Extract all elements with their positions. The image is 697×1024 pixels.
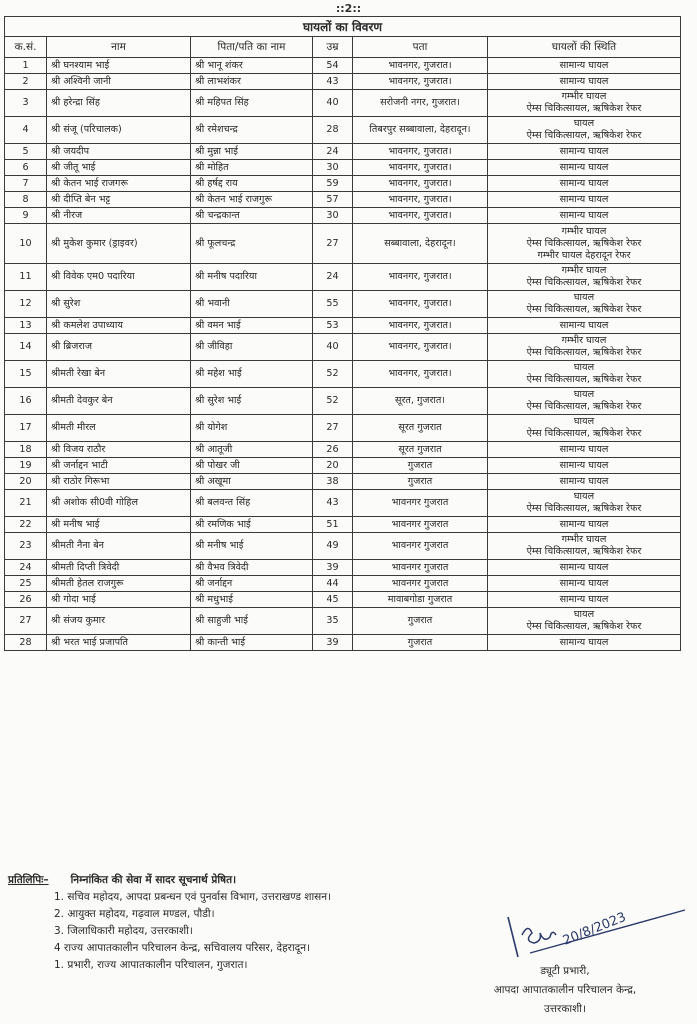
name-cell: श्री कमलेश उपाध्याय: [47, 318, 191, 334]
header-father-husband-name: पिता/पति का नाम: [191, 37, 313, 58]
age-cell: 27: [313, 415, 353, 442]
age-cell: 27: [313, 224, 353, 264]
age-cell: 30: [313, 208, 353, 224]
injury-status-cell: सामान्य घायल: [488, 442, 681, 458]
father-name-cell: श्री योगेश: [191, 415, 313, 442]
injury-status-cell: सामान्य घायल: [488, 635, 681, 651]
copy-to-item: 1. प्रभारी, राज्य आपातकालीन परिचालन, गुजरात।: [54, 959, 248, 971]
injury-status-cell: घायल ऐम्स चिकित्सायल, ऋषिकेश रेफर: [488, 608, 681, 635]
age-cell: 52: [313, 361, 353, 388]
father-name-cell: श्री भवानी: [191, 291, 313, 318]
injury-status-cell: गम्भीर घायल ऐम्स चिकित्सायल, ऋषिकेश रेफर: [488, 90, 681, 117]
name-cell: श्री ब्रिजराज: [47, 334, 191, 361]
serial-no-cell: 19: [5, 458, 47, 474]
father-name-cell: श्री लाभशंकर: [191, 74, 313, 90]
name-cell: श्रीमती मीरल: [47, 415, 191, 442]
age-cell: 44: [313, 576, 353, 592]
address-cell: सरोजनी नगर, गुजरात।: [353, 90, 488, 117]
name-cell: श्री हरेन्द्रा सिंह: [47, 90, 191, 117]
address-cell: सब्बावाला, देहरादून।: [353, 224, 488, 264]
table-row: [5, 608, 681, 635]
father-name-cell: श्री महिपत सिंह: [191, 90, 313, 117]
age-cell: 59: [313, 176, 353, 192]
injury-status-cell: सामान्य घायल: [488, 192, 681, 208]
injury-status-cell: सामान्य घायल: [488, 208, 681, 224]
injury-status-cell: सामान्य घायल: [488, 458, 681, 474]
age-cell: 54: [313, 58, 353, 74]
serial-no-cell: 22: [5, 517, 47, 533]
father-name-cell: श्री वैभव त्रिवेदी: [191, 560, 313, 576]
address-cell: सूरत, गुजरात।: [353, 388, 488, 415]
address-cell: भावनगर, गुजरात।: [353, 58, 488, 74]
copy-to-item: 2. आयुक्त महोदय, गढ़वाल मण्डल, पौडी।: [54, 908, 215, 920]
table-row: [5, 117, 681, 144]
father-name-cell: श्री पोखर जी: [191, 458, 313, 474]
table-row: [5, 415, 681, 442]
serial-no-cell: 18: [5, 442, 47, 458]
age-cell: 55: [313, 291, 353, 318]
father-name-cell: श्री वमन भाई: [191, 318, 313, 334]
age-cell: 35: [313, 608, 353, 635]
address-cell: भावनगर गुजरात: [353, 560, 488, 576]
table-row: [5, 160, 681, 176]
address-cell: गुजरात: [353, 458, 488, 474]
address-cell: सूरत गुजरात: [353, 415, 488, 442]
age-cell: 45: [313, 592, 353, 608]
signatory-designation: ड्यूटी प्रभारी,: [540, 965, 590, 977]
father-name-cell: श्री साहुजी भाई: [191, 608, 313, 635]
address-cell: भावनगर, गुजरात।: [353, 264, 488, 291]
father-name-cell: श्री मोहित: [191, 160, 313, 176]
header-address: पता: [353, 37, 488, 58]
copy-to-heading: [8, 872, 331, 889]
address-cell: भावनगर, गुजरात।: [353, 291, 488, 318]
address-cell: गुजरात: [353, 474, 488, 490]
injured-details-table: [4, 16, 681, 651]
copy-to-item: 3. जिलाधिकारी महोदय, उत्तरकाशी।: [54, 925, 193, 937]
age-cell: 43: [313, 74, 353, 90]
father-name-cell: श्री कान्ती भाई: [191, 635, 313, 651]
serial-no-cell: 10: [5, 224, 47, 264]
serial-no-cell: 17: [5, 415, 47, 442]
table-row: [5, 264, 681, 291]
age-cell: 24: [313, 144, 353, 160]
table-row: [5, 576, 681, 592]
name-cell: श्री संजू (परिचालक): [47, 117, 191, 144]
table-row: [5, 192, 681, 208]
signature-scribble-icon: [470, 905, 697, 965]
injury-status-cell: सामान्य घायल: [488, 74, 681, 90]
table-row: [5, 490, 681, 517]
serial-no-cell: 1: [5, 58, 47, 74]
father-name-cell: श्री जर्नाद्दन: [191, 576, 313, 592]
header-injury-status: घायलों की स्थिति: [488, 37, 681, 58]
address-cell: भावनगर गुजरात: [353, 576, 488, 592]
address-cell: भावनगर, गुजरात।: [353, 160, 488, 176]
address-cell: गुजरात: [353, 635, 488, 651]
injury-status-cell: सामान्य घायल: [488, 474, 681, 490]
address-cell: भावनगर गुजरात: [353, 533, 488, 560]
serial-no-cell: 23: [5, 533, 47, 560]
father-name-cell: श्री चन्द्रकान्त: [191, 208, 313, 224]
name-cell: श्री जर्नाद्दन भाटी: [47, 458, 191, 474]
age-cell: 30: [313, 160, 353, 176]
injury-status-cell: घायल ऐम्स चिकित्सायल, ऋषिकेश रेफर: [488, 388, 681, 415]
name-cell: श्रीमती दिप्ती त्रिवेदी: [47, 560, 191, 576]
name-cell: श्री दीप्ति बेन भट्ट: [47, 192, 191, 208]
age-cell: 28: [313, 117, 353, 144]
signatory-location: उत्तरकाशी।: [544, 1003, 586, 1015]
age-cell: 20: [313, 458, 353, 474]
father-name-cell: श्री आतूजी: [191, 442, 313, 458]
table-row: [5, 58, 681, 74]
address-cell: तिबरपुर सब्बावाला, देहरादून।: [353, 117, 488, 144]
header-age: उम्र: [313, 37, 353, 58]
table-row: [5, 224, 681, 264]
serial-no-cell: 6: [5, 160, 47, 176]
age-cell: 38: [313, 474, 353, 490]
address-cell: भावनगर, गुजरात।: [353, 361, 488, 388]
age-cell: 26: [313, 442, 353, 458]
address-cell: भावनगर, गुजरात।: [353, 208, 488, 224]
name-cell: श्री विवेक एम0 पदारिया: [47, 264, 191, 291]
injury-status-cell: घायल ऐम्स चिकित्सायल, ऋषिकेश रेफर: [488, 117, 681, 144]
name-cell: श्री केतन भाई राजगरू: [47, 176, 191, 192]
serial-no-cell: 12: [5, 291, 47, 318]
father-name-cell: श्री फूलचन्द्र: [191, 224, 313, 264]
table-row: [5, 176, 681, 192]
father-name-cell: श्री अखूमा: [191, 474, 313, 490]
name-cell: श्रीमती देवकुर बेन: [47, 388, 191, 415]
serial-no-cell: 5: [5, 144, 47, 160]
injury-status-cell: घायल ऐम्स चिकित्सायल, ऋषिकेश रेफर: [488, 361, 681, 388]
serial-no-cell: 21: [5, 490, 47, 517]
age-cell: 53: [313, 318, 353, 334]
table-row: [5, 74, 681, 90]
handwritten-signature: [470, 905, 697, 965]
signatory-block: [440, 962, 690, 1019]
injury-status-cell: घायल ऐम्स चिकित्सायल, ऋषिकेश रेफर: [488, 291, 681, 318]
injury-status-cell: सामान्य घायल: [488, 560, 681, 576]
age-cell: 43: [313, 490, 353, 517]
age-cell: 52: [313, 388, 353, 415]
copy-to-section: [8, 872, 331, 974]
father-name-cell: श्री हर्षद्द राय: [191, 176, 313, 192]
table-row: [5, 318, 681, 334]
injury-status-cell: घायल ऐम्स चिकित्सायल, ऋषिकेश रेफर: [488, 490, 681, 517]
father-name-cell: श्री भानू शंकर: [191, 58, 313, 74]
table-row: [5, 388, 681, 415]
injury-status-cell: सामान्य घायल: [488, 576, 681, 592]
injury-status-cell: सामान्य घायल: [488, 318, 681, 334]
address-cell: भावनगर गुजरात: [353, 517, 488, 533]
serial-no-cell: 3: [5, 90, 47, 117]
serial-no-cell: 16: [5, 388, 47, 415]
serial-no-cell: 7: [5, 176, 47, 192]
address-cell: भावनगर, गुजरात।: [353, 74, 488, 90]
address-cell: भावनगर गुजरात: [353, 490, 488, 517]
copy-to-intro: निम्नांकित की सेवा में सादर सूचनार्थ प्रेषित।: [70, 874, 237, 886]
table-title: घायलों का विवरण: [5, 17, 681, 37]
address-cell: भावनगर, गुजरात।: [353, 192, 488, 208]
table-row: [5, 635, 681, 651]
serial-no-cell: 27: [5, 608, 47, 635]
name-cell: श्री मनीष भाई: [47, 517, 191, 533]
father-name-cell: श्री मनीष पदारिया: [191, 264, 313, 291]
father-name-cell: श्री बलवन्त सिंह: [191, 490, 313, 517]
table-row: [5, 560, 681, 576]
table-row: [5, 208, 681, 224]
table-body: [5, 58, 681, 651]
name-cell: श्री अशोक सी0वी गोहिल: [47, 490, 191, 517]
table-row: [5, 144, 681, 160]
address-cell: मावाबगोडा गुजरात: [353, 592, 488, 608]
name-cell: श्री घनश्याम भाई: [47, 58, 191, 74]
table-row: [5, 361, 681, 388]
father-name-cell: श्री रमणिक भाई: [191, 517, 313, 533]
name-cell: श्रीमती नैना बेन: [47, 533, 191, 560]
serial-no-cell: 4: [5, 117, 47, 144]
copy-to-label: प्रतिलिपिः–: [8, 874, 49, 886]
name-cell: श्री जीतू भाई: [47, 160, 191, 176]
injury-status-cell: सामान्य घायल: [488, 144, 681, 160]
injury-status-cell: घायल ऐम्स चिकित्सायल, ऋषिकेश रेफर: [488, 415, 681, 442]
age-cell: 40: [313, 90, 353, 117]
address-cell: भावनगर, गुजरात।: [353, 318, 488, 334]
serial-no-cell: 9: [5, 208, 47, 224]
injury-status-cell: गम्भीर घायल ऐम्स चिकित्सायल, ऋषिकेश रेफर गम्भीर घायल देहरादून रेफर: [488, 224, 681, 264]
serial-no-cell: 11: [5, 264, 47, 291]
signatory-office: आपदा आपातकालीन परिचालन केन्द्र,: [493, 984, 637, 996]
address-cell: भावनगर, गुजरात।: [353, 144, 488, 160]
name-cell: श्री सुरेश: [47, 291, 191, 318]
serial-no-cell: 25: [5, 576, 47, 592]
page-number: ::2::: [335, 2, 362, 15]
copy-to-item: 4 राज्य आपातकालीन परिचालन केन्द्र, सचिवालय परिसर, देहरादून।: [54, 942, 311, 954]
serial-no-cell: 28: [5, 635, 47, 651]
name-cell: श्री मुकेश कुमार (ड्राइवर): [47, 224, 191, 264]
serial-no-cell: 15: [5, 361, 47, 388]
serial-no-cell: 24: [5, 560, 47, 576]
name-cell: श्री अश्विनी जानी: [47, 74, 191, 90]
address-cell: गुजरात: [353, 608, 488, 635]
table-row: [5, 90, 681, 117]
address-cell: सूरत गुजरात: [353, 442, 488, 458]
name-cell: श्री राठोर गिरूभा: [47, 474, 191, 490]
father-name-cell: श्री मनीष भाई: [191, 533, 313, 560]
table-row: [5, 442, 681, 458]
serial-no-cell: 13: [5, 318, 47, 334]
father-name-cell: श्री केतन भाई राजगुरू: [191, 192, 313, 208]
injury-status-cell: गम्भीर घायल ऐम्स चिकित्सायल, ऋषिकेश रेफर: [488, 264, 681, 291]
serial-no-cell: 14: [5, 334, 47, 361]
table-row: [5, 533, 681, 560]
serial-no-cell: 8: [5, 192, 47, 208]
name-cell: श्रीमती हेतल राजगुरू: [47, 576, 191, 592]
age-cell: 24: [313, 264, 353, 291]
table-row: [5, 334, 681, 361]
name-cell: श्री विजय राठौर: [47, 442, 191, 458]
father-name-cell: श्री रमेशचन्द्र: [191, 117, 313, 144]
father-name-cell: श्री महेश भाई: [191, 361, 313, 388]
table-row: [5, 291, 681, 318]
name-cell: श्री नीरज: [47, 208, 191, 224]
father-name-cell: श्री मुन्ना भाई: [191, 144, 313, 160]
name-cell: श्री संजय कुमार: [47, 608, 191, 635]
signature-date: 20/8/2023: [560, 909, 629, 949]
injury-status-cell: सामान्य घायल: [488, 592, 681, 608]
address-cell: भावनगर, गुजरात।: [353, 176, 488, 192]
name-cell: श्री जयदीप: [47, 144, 191, 160]
injury-status-cell: सामान्य घायल: [488, 176, 681, 192]
name-cell: श्री भरत भाई प्रजापति: [47, 635, 191, 651]
copy-to-item: 1. सचिव महोदय, आपदा प्रबन्धन एवं पुनर्वास विभाग, उत्तराखण्ड शासन।: [54, 891, 332, 903]
father-name-cell: श्री मधुभाई: [191, 592, 313, 608]
serial-no-cell: 20: [5, 474, 47, 490]
age-cell: 39: [313, 635, 353, 651]
injury-status-cell: सामान्य घायल: [488, 58, 681, 74]
injury-status-cell: सामान्य घायल: [488, 517, 681, 533]
age-cell: 40: [313, 334, 353, 361]
age-cell: 57: [313, 192, 353, 208]
address-cell: भावनगर, गुजरात।: [353, 334, 488, 361]
age-cell: 49: [313, 533, 353, 560]
injury-status-cell: सामान्य घायल: [488, 160, 681, 176]
table-row: [5, 592, 681, 608]
header-name: नाम: [47, 37, 191, 58]
serial-no-cell: 2: [5, 74, 47, 90]
copy-to-list: [8, 889, 331, 974]
serial-no-cell: 26: [5, 592, 47, 608]
table-row: [5, 458, 681, 474]
header-serial-no: क.सं.: [5, 37, 47, 58]
table-row: [5, 517, 681, 533]
age-cell: 39: [313, 560, 353, 576]
father-name-cell: श्री सुरेश भाई: [191, 388, 313, 415]
injury-status-cell: गम्भीर घायल ऐम्स चिकित्सायल, ऋषिकेश रेफर: [488, 334, 681, 361]
father-name-cell: श्री जीविहा: [191, 334, 313, 361]
name-cell: श्री गोदा भाई: [47, 592, 191, 608]
injury-status-cell: गम्भीर घायल ऐम्स चिकित्सायल, ऋषिकेश रेफर: [488, 533, 681, 560]
name-cell: श्रीमती रेखा बेन: [47, 361, 191, 388]
age-cell: 51: [313, 517, 353, 533]
table-row: [5, 474, 681, 490]
